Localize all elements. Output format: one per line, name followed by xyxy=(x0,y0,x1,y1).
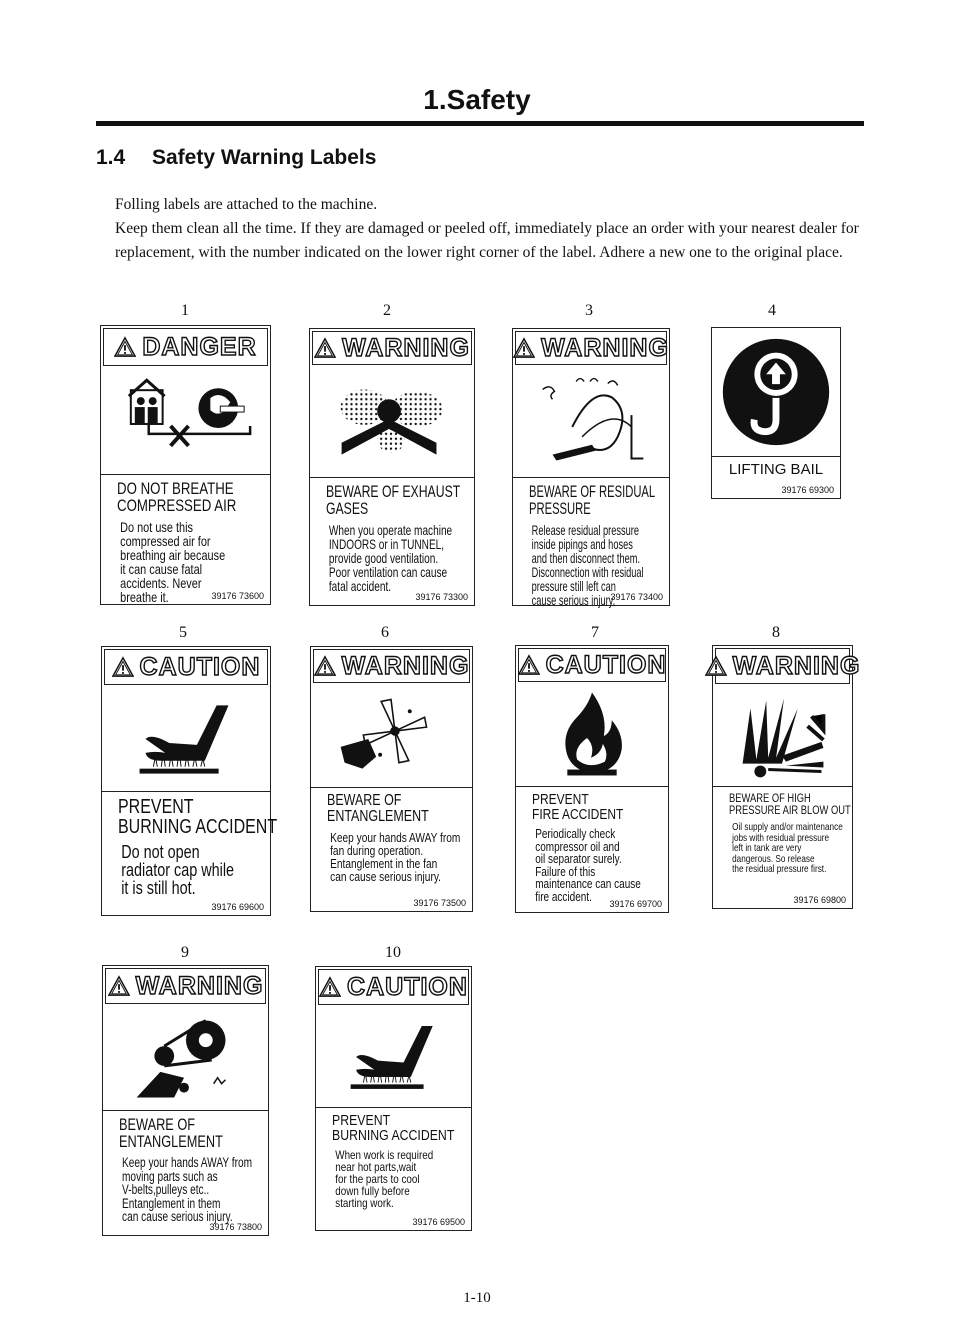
part-number: 39176 73600 xyxy=(211,591,264,601)
label-body-line: inside pipings and hoses xyxy=(531,536,633,552)
label-number: 1 xyxy=(181,302,189,319)
label-body-line: breathe it. xyxy=(120,589,169,605)
label-body-line: for the parts to cool xyxy=(335,1172,420,1186)
signal-word-banner xyxy=(312,331,472,365)
label-body-line: it can cause fatal xyxy=(120,561,203,577)
fire-icon xyxy=(516,684,668,787)
label-text xyxy=(102,796,278,915)
label-number: 5 xyxy=(179,624,187,641)
label-number: 4 xyxy=(768,302,776,319)
label-title-line: COMPRESSED AIR xyxy=(117,496,237,515)
label-body-line: Oil supply and/or maintenance xyxy=(732,821,843,833)
label-body-line: V-belts,pulleys etc.. xyxy=(122,1182,210,1197)
label-text xyxy=(103,1116,268,1235)
lifting-hook-icon xyxy=(712,328,840,457)
label-title-line: PRESSURE AIR BLOW OUT xyxy=(729,803,851,817)
label-title-line: BURNING ACCIDENT xyxy=(118,816,278,838)
safety-label-5 xyxy=(101,646,278,916)
safety-label-3 xyxy=(512,328,670,606)
label-body-line: provide good ventilation. xyxy=(328,550,439,566)
safety-label-6 xyxy=(310,646,473,912)
signal-word-banner xyxy=(313,649,470,683)
safety-label-8 xyxy=(712,645,861,909)
warning-triangle-icon xyxy=(114,336,142,358)
warning-triangle-icon xyxy=(705,655,733,677)
label-body-line: INDOORS or in TUNNEL, xyxy=(328,536,445,552)
label-number: 6 xyxy=(381,624,389,641)
signal-word: CAUTION xyxy=(139,652,261,681)
label-body-line: Keep your hands AWAY from xyxy=(122,1155,253,1170)
label-text xyxy=(713,792,852,908)
signal-word-banner xyxy=(515,331,667,365)
label-text xyxy=(101,480,270,604)
label-title-line: BURNING ACCIDENT xyxy=(332,1127,455,1144)
label-body-line: can cause serious injury. xyxy=(330,869,441,884)
intro-line: Folling labels are attached to the machine. xyxy=(115,196,378,213)
label-text xyxy=(310,483,474,605)
signal-word-banner xyxy=(104,649,268,685)
label-number: 2 xyxy=(383,302,391,319)
label-body-line: near hot parts,wait xyxy=(335,1160,417,1174)
label-body-line: the residual pressure first. xyxy=(732,863,827,875)
no-compressed-air-breathing-icon xyxy=(101,368,270,475)
residual-pressure-hose-icon xyxy=(513,367,669,478)
label-body-line: can cause serious injury. xyxy=(122,1209,233,1224)
high-pressure-blowout-icon xyxy=(713,686,852,787)
safety-label-9 xyxy=(102,965,269,1236)
part-number: 39176 69800 xyxy=(793,895,846,905)
label-body-line: Do not open xyxy=(121,842,200,862)
label-number: 3 xyxy=(585,302,593,319)
label-body-line: moving parts such as xyxy=(122,1168,218,1184)
label-title-line: ENTANGLEMENT xyxy=(327,808,429,825)
label-text xyxy=(513,482,669,608)
intro-paragraph: Keep them clean all the time. If they are damaged or peeled off, immediately place an order with your nearest dealer for replacement, with the number indicated on the lower right corner of the label. Adhere a new one to the original place. xyxy=(115,220,859,261)
warning-triangle-icon xyxy=(518,654,546,676)
label-body-line: Entanglement in the fan xyxy=(330,856,438,871)
part-number: 39176 73500 xyxy=(413,898,466,908)
section-number: 1.4 xyxy=(96,146,126,169)
section-heading xyxy=(96,146,376,170)
label-body-line: radiator cap while xyxy=(121,860,235,880)
label-body-line: When work is required xyxy=(335,1148,434,1162)
label-body-line: Release residual pressure xyxy=(531,522,639,538)
label-body-line: Periodically check xyxy=(535,827,616,841)
warning-triangle-icon xyxy=(112,656,140,678)
page-number: 1-10 xyxy=(463,1290,491,1306)
signal-word: CAUTION xyxy=(545,650,667,679)
label-title-line: LIFTING BAIL xyxy=(728,461,824,478)
title-rule xyxy=(96,121,864,126)
label-number: 8 xyxy=(772,624,780,641)
safety-label-2 xyxy=(309,328,475,606)
label-number: 9 xyxy=(181,944,189,961)
signal-word-banner xyxy=(518,648,666,682)
signal-word-banner xyxy=(103,328,268,366)
label-text xyxy=(516,792,668,912)
part-number: 39176 69600 xyxy=(211,902,264,912)
label-number: 10 xyxy=(385,944,401,961)
label-title-line: PREVENT xyxy=(332,1112,391,1129)
label-text xyxy=(311,793,472,911)
label-body-line: Do not use this xyxy=(120,519,193,535)
label-title-line: BEWARE OF EXHAUST xyxy=(326,482,461,501)
label-body-line: Failure of this xyxy=(535,864,596,879)
part-number: 39176 69500 xyxy=(412,1217,465,1227)
part-number: 39176 73800 xyxy=(209,1222,262,1232)
part-number: 39176 69700 xyxy=(609,899,662,909)
label-body-line: Poor ventilation can cause xyxy=(328,564,448,580)
signal-word: WARNING xyxy=(732,651,861,680)
hot-surface-hand-icon xyxy=(316,1007,471,1108)
fan-entanglement-icon xyxy=(311,685,472,788)
warning-triangle-icon xyxy=(314,655,342,677)
signal-word-banner xyxy=(318,969,469,1005)
signal-word-banner xyxy=(105,968,266,1004)
label-text xyxy=(316,1113,471,1230)
label-body-line: dangerous. So release xyxy=(732,852,815,865)
label-title-line: BEWARE OF xyxy=(119,1115,196,1134)
part-number: 39176 69300 xyxy=(781,485,834,495)
warning-triangle-icon xyxy=(314,337,342,359)
label-body-line: oil separator surely. xyxy=(535,852,622,866)
label-number: 7 xyxy=(591,624,599,641)
safety-label-1 xyxy=(100,325,271,605)
label-body-line: it is still hot. xyxy=(121,878,196,898)
label-title-line: PREVENT xyxy=(532,791,589,808)
label-title-line: PREVENT xyxy=(118,796,194,818)
signal-word-banner xyxy=(715,648,861,684)
label-body-line: maintenance can cause xyxy=(535,877,641,891)
hot-surface-hand-icon xyxy=(102,687,270,792)
label-body-line: accidents. Never xyxy=(120,575,202,591)
label-title-line: BEWARE OF xyxy=(327,792,402,809)
signal-word: WARNING xyxy=(541,333,669,362)
label-title-line: BEWARE OF RESIDUAL xyxy=(529,482,656,501)
safety-label-4 xyxy=(711,327,841,499)
chapter-title: 1.Safety xyxy=(423,84,531,115)
label-body-line: When you operate machine xyxy=(328,522,453,538)
label-body-line: left in tank are very xyxy=(732,842,802,854)
safety-label-7 xyxy=(515,645,669,913)
label-title-line: ENTANGLEMENT xyxy=(119,1132,223,1151)
label-body-line: fire accident. xyxy=(535,889,592,904)
label-body-line: cause serious injury. xyxy=(531,592,616,608)
label-body-line: Disconnection with residual xyxy=(531,564,644,580)
label-title-line: PRESSURE xyxy=(529,499,591,518)
signal-word: WARNING xyxy=(342,333,470,362)
safety-label-10 xyxy=(315,966,472,1231)
signal-word: WARNING xyxy=(135,971,264,1000)
label-body-line: jobs with residual pressure xyxy=(732,831,830,844)
label-body-line: Keep your hands AWAY from xyxy=(330,830,461,845)
label-body-line: pressure still left can xyxy=(531,578,616,594)
warning-triangle-icon xyxy=(513,337,541,359)
belt-entanglement-icon xyxy=(103,1006,268,1111)
label-title-line: FIRE ACCIDENT xyxy=(532,806,624,823)
label-title-line: GASES xyxy=(326,499,369,518)
part-number: 39176 73300 xyxy=(415,592,468,602)
label-body-line: compressor oil and xyxy=(535,839,620,854)
label-title-line: DO NOT BREATHE xyxy=(117,479,234,498)
label-body-line: Entanglement in them xyxy=(122,1195,221,1211)
warning-triangle-icon xyxy=(319,976,347,998)
exhaust-gas-icon xyxy=(310,367,474,478)
label-body-line: and then disconnect them. xyxy=(531,550,641,566)
label-body-line: fatal accident. xyxy=(328,578,392,594)
label-body-line: breathing air because xyxy=(120,547,226,563)
signal-word: CAUTION xyxy=(347,972,468,1001)
signal-word: WARNING xyxy=(341,651,470,680)
label-body-line: compressed air for xyxy=(120,533,211,549)
label-title-line: BEWARE OF HIGH xyxy=(729,791,811,805)
section-title: Safety Warning Labels xyxy=(152,146,377,169)
part-number: 39176 73400 xyxy=(610,592,663,602)
signal-word: DANGER xyxy=(142,332,257,361)
label-body-line: down fully before xyxy=(335,1184,410,1198)
warning-triangle-icon xyxy=(108,975,136,997)
label-body-line: starting work. xyxy=(335,1196,394,1210)
label-body-line: fan during operation. xyxy=(330,843,424,858)
